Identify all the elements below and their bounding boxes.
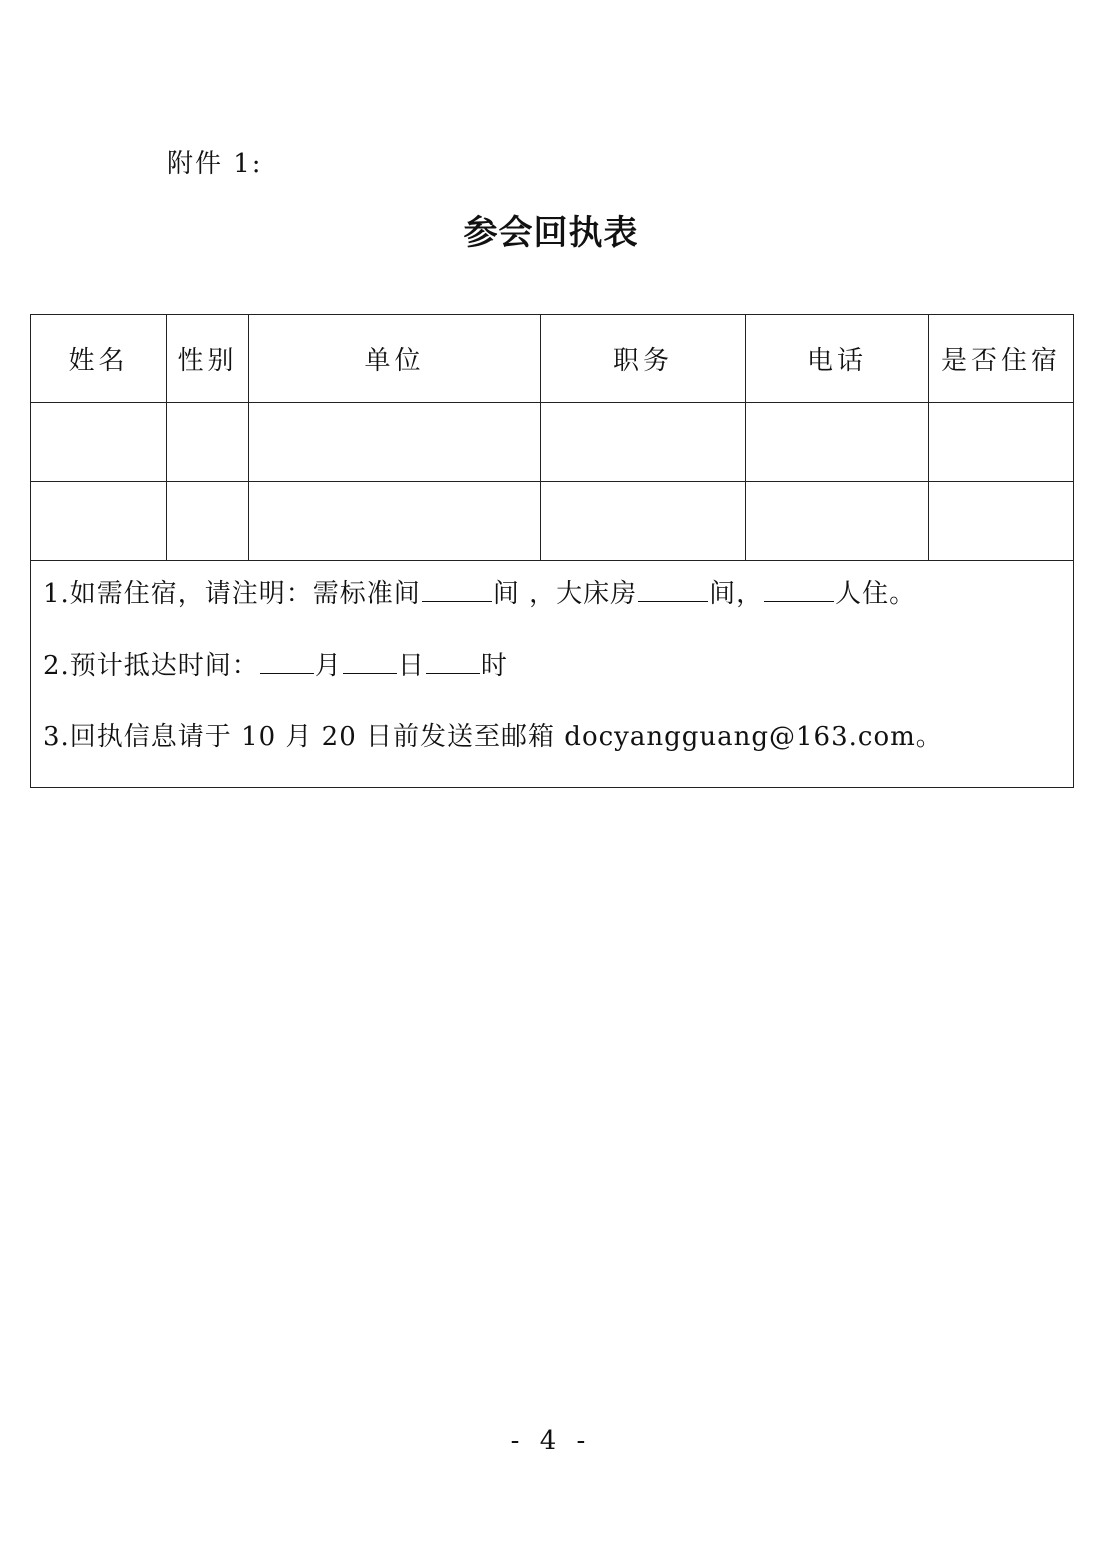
note-text: 月 <box>314 651 342 681</box>
cell-gender[interactable] <box>167 403 249 482</box>
header-accommodation: 是否住宿 <box>929 315 1074 403</box>
header-position: 职务 <box>541 315 746 403</box>
note-text: 1.如需住宿，请注明：需标准间 <box>43 579 421 609</box>
page-title: 参会回执表 <box>463 213 639 253</box>
table-row <box>31 482 1074 561</box>
occupant-count-blank[interactable] <box>764 575 834 602</box>
notes-row <box>31 561 1074 788</box>
note-text: 间， <box>709 579 764 609</box>
arrival-month-blank[interactable] <box>260 647 314 674</box>
header-name: 姓名 <box>31 315 167 403</box>
note-text: 2.预计抵达时间： <box>43 651 259 681</box>
header-organization: 单位 <box>249 315 541 403</box>
page-number: - 4 - <box>510 1426 592 1456</box>
attachment-label: 附件 1: <box>167 149 263 179</box>
table-header-row <box>31 315 1074 403</box>
arrival-day-blank[interactable] <box>343 647 397 674</box>
registration-form-table <box>30 314 1074 788</box>
cell-organization[interactable] <box>249 403 541 482</box>
standard-room-count-blank[interactable] <box>422 575 492 602</box>
cell-gender[interactable] <box>167 482 249 561</box>
cell-organization[interactable] <box>249 482 541 561</box>
cell-position[interactable] <box>541 403 746 482</box>
header-phone: 电话 <box>746 315 929 403</box>
cell-name[interactable] <box>31 403 167 482</box>
cell-position[interactable] <box>541 482 746 561</box>
note-text: 间 ，大床房 <box>492 579 638 609</box>
cell-accommodation[interactable] <box>929 403 1074 482</box>
table-row <box>31 403 1074 482</box>
cell-name[interactable] <box>31 482 167 561</box>
note-submission <box>43 719 1073 755</box>
notes-cell <box>31 561 1074 788</box>
note-text: 3.回执信息请于 10 月 20 日前发送至邮箱 docyangguang@163.com。 <box>43 722 943 752</box>
note-text: 日 <box>397 651 425 681</box>
cell-accommodation[interactable] <box>929 482 1074 561</box>
note-arrival-time <box>43 647 1073 683</box>
king-room-count-blank[interactable] <box>638 575 708 602</box>
cell-phone[interactable] <box>746 482 929 561</box>
cell-phone[interactable] <box>746 403 929 482</box>
note-text: 人住。 <box>835 579 917 609</box>
note-accommodation <box>43 575 1073 611</box>
note-text: 时 <box>480 651 508 681</box>
arrival-hour-blank[interactable] <box>426 647 480 674</box>
header-gender: 性别 <box>167 315 249 403</box>
